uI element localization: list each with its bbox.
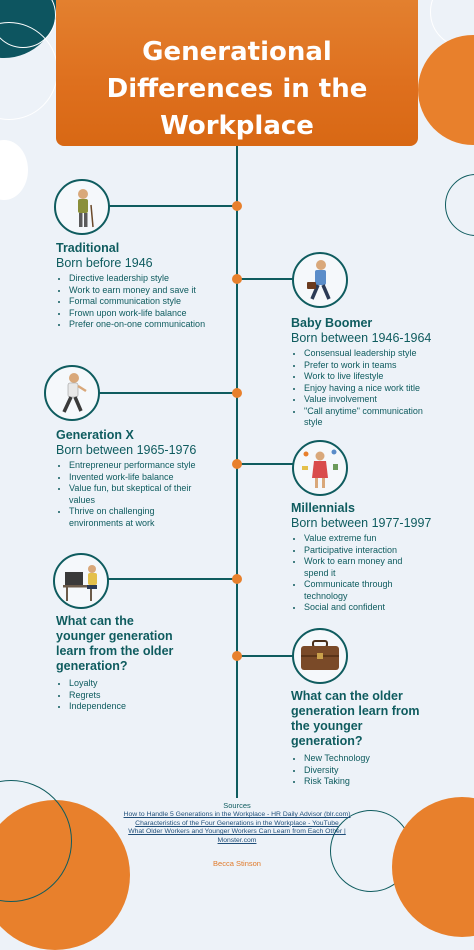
elderly-man-icon — [54, 179, 110, 235]
section-baby-boomer — [291, 316, 441, 429]
list-item: • Formal communication style — [69, 296, 206, 308]
man-running-icon — [44, 365, 100, 421]
juggling-woman-icon — [292, 440, 348, 496]
list-item: • Entrepreneur performance style — [69, 460, 197, 472]
lessons-list-younger — [56, 678, 180, 713]
list-item: • Enjoy having a nice work title — [304, 383, 426, 395]
computer-desk-icon — [53, 553, 109, 609]
decor-ring-right — [445, 174, 474, 236]
list-item: • Value extreme fun — [304, 533, 420, 545]
list-item: • Prefer one-on-one communication — [69, 319, 206, 331]
section-generation-x — [56, 428, 206, 529]
section-younger-learn — [56, 614, 180, 713]
list-item: • Loyalty — [69, 678, 180, 690]
section-traditional — [56, 241, 206, 331]
list-item: • Directive leadership style — [69, 273, 206, 285]
list-item: • Value involvement — [304, 394, 426, 406]
timeline-branch-younger — [103, 578, 238, 580]
section-subtitle-generation-x: Born between 1965-1976 — [56, 443, 197, 457]
timeline-dot-millennials — [232, 459, 242, 469]
list-item: • Participative interaction — [304, 545, 420, 557]
list-item: • Independence — [69, 701, 180, 713]
section-title-younger-learn: What can the younger generation learn from the older generation? — [56, 614, 174, 673]
timeline-dot-older — [232, 651, 242, 661]
section-title-generation-x: Generation X — [56, 428, 134, 442]
section-title-baby-boomer: Baby Boomer — [291, 316, 373, 330]
section-subtitle-millennials: Born between 1977-1997 — [291, 516, 432, 530]
section-title-traditional: Traditional — [56, 241, 120, 255]
source-link-hr-daily-advisor[interactable]: How to Handle 5 Generations in the Workplace - HR Daily Advisor (blr.com) — [123, 811, 351, 818]
briefcase-icon — [292, 628, 348, 684]
list-item: • "Call anytime" communication style — [304, 406, 426, 429]
timeline-dot-baby-boomer — [232, 274, 242, 284]
list-item: • Invented work-life balance — [69, 472, 197, 484]
businessman-walking-icon — [292, 252, 348, 308]
sources-heading: Sources — [223, 801, 251, 810]
section-subtitle-traditional: Born before 1946 — [56, 256, 153, 270]
list-item: • Diversity — [304, 765, 437, 777]
list-item: • Communicate through technology — [304, 579, 420, 602]
list-item: • New Technology — [304, 753, 437, 765]
timeline-branch-traditional — [104, 205, 238, 207]
list-item: • Thrive on challenging environments at work — [69, 506, 197, 529]
timeline-branch-older — [237, 655, 293, 657]
source-link-youtube[interactable]: Characteristics of the Four Generations in the Workplace - YouTube — [135, 819, 339, 827]
list-item: • Frown upon work-life balance — [69, 308, 206, 320]
traits-list-traditional — [56, 273, 206, 331]
header-banner — [56, 0, 418, 146]
timeline-dot-traditional — [232, 201, 242, 211]
list-item: • Prefer to work in teams — [304, 360, 426, 372]
author-credit: Becca Stinson — [213, 859, 261, 868]
section-subtitle-baby-boomer: Born between 1946-1964 — [291, 331, 432, 345]
lessons-list-older — [291, 753, 437, 788]
decor-circle-left — [0, 22, 58, 120]
traits-list-millennials — [291, 533, 420, 614]
list-item: • Consensual leadership style — [304, 348, 426, 360]
source-link-monster[interactable]: What Older Workers and Younger Workers Can Learn from Each Other | Monster.com — [128, 828, 346, 844]
list-item: • Regrets — [69, 690, 180, 702]
list-item: • Risk Taking — [304, 776, 437, 788]
section-title-millennials: Millennials — [291, 501, 355, 515]
list-item: • Work to earn money and spend it — [304, 556, 420, 579]
timeline-branch-millennials — [237, 463, 293, 465]
section-title-older-learn: What can the older generation learn from the younger generation? — [291, 689, 420, 748]
timeline-line — [236, 146, 238, 798]
list-item: • Social and confident — [304, 602, 420, 614]
section-older-learn — [291, 689, 437, 788]
list-item: • Work to live lifestyle — [304, 371, 426, 383]
list-item: • Work to earn money and save it — [69, 285, 206, 297]
decor-circle-left-white — [0, 140, 28, 200]
timeline-dot-younger — [232, 574, 242, 584]
traits-list-generation-x — [56, 460, 197, 529]
sources-block — [110, 801, 364, 845]
decor-circle-right-orange — [418, 35, 474, 145]
page-title: Generational Differences in the Workplace — [106, 37, 368, 141]
timeline-dot-generation-x — [232, 388, 242, 398]
list-item: • Value fun, but skeptical of their values — [69, 483, 197, 506]
section-millennials — [291, 501, 441, 614]
timeline-branch-baby-boomer — [237, 278, 293, 280]
timeline-branch-generation-x — [98, 392, 238, 394]
traits-list-baby-boomer — [291, 348, 426, 429]
